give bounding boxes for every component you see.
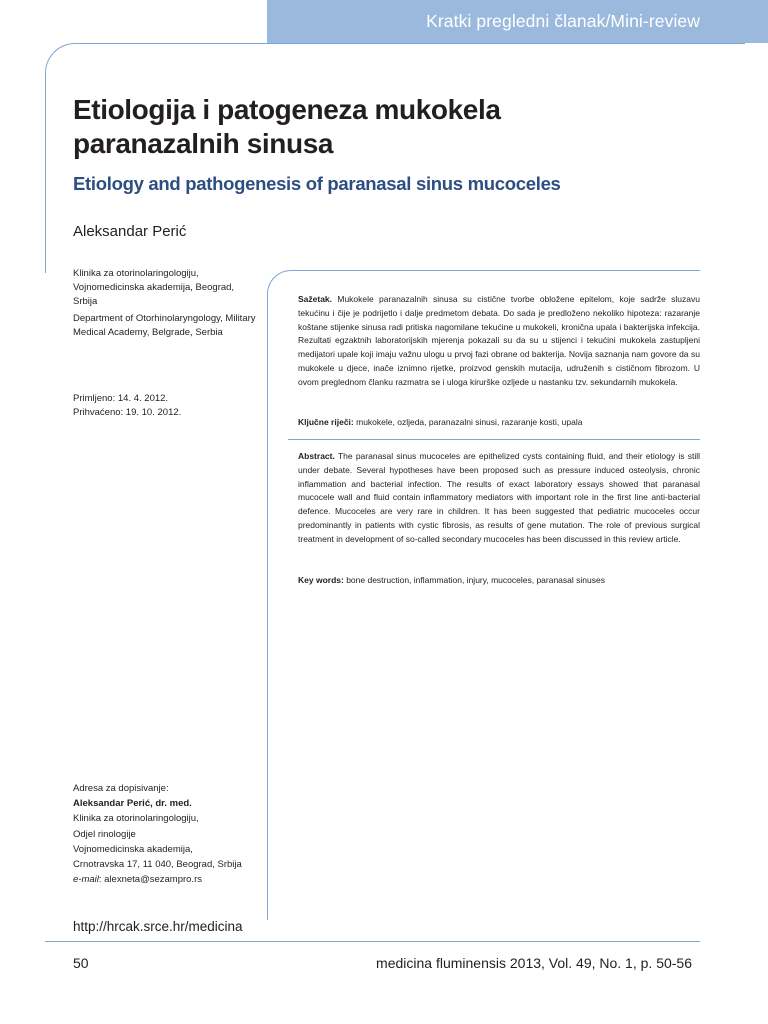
author-name: Aleksandar Perić [73, 223, 187, 240]
article-title-english: Etiology and pathogenesis of paranasal sinus mucoceles [73, 173, 561, 194]
abstract-english [298, 450, 700, 547]
correspondence-line: Vojnomedicinska akademija, [73, 843, 193, 855]
correspondence-name: Aleksandar Perić, dr. med. [73, 798, 192, 810]
correspondence-line: Klinika za otorinolaringologiju, [73, 813, 199, 825]
keywords-english-text: bone destruction, inflammation, injury, mucoceles, paranasal sinuses [346, 575, 605, 585]
email-address[interactable]: : alexneta@sezampro.rs [98, 874, 202, 886]
article-title: Etiologija i patogeneza mukokela paranazalnih sinusa [73, 94, 501, 159]
correspondence-block [73, 781, 263, 887]
keywords-croatian-text: mukokele, ozljeda, paranazalni sinusi, razaranje kosti, upala [356, 417, 583, 427]
keywords-english-label: Key words: [298, 575, 344, 585]
accepted-date: Prihvaćeno: 19. 10. 2012. [73, 407, 182, 418]
keywords-croatian [298, 416, 700, 430]
category-label: Kratki pregledni članak/Mini-review [426, 11, 700, 31]
page-number: 50 [73, 955, 89, 971]
journal-citation: medicina fluminensis 2013, Vol. 49, No. 1, p. 50-56 [376, 955, 692, 971]
abstract-english-text: The paranasal sinus mucoceles are epithelized cysts containing fluid, and their etiology is still under debate. Several hypotheses have been proposed such as pressure induced osteolysis, chronic inflammation and bacterial infection. The results of exact laboratory essays showed that paranasal mucocele wall and fluid contain inflammatory mediators with important role in the first line anti-bacterial defence. Mucoceles are very rare in children. It has been suggested that pediatric mucoceles occur predominantly in patients with cystic fibrosis, as results of gene mutation. The role of previous surgical treatment in development of so-called secondary mucoceles has been discussed in this review article. [298, 451, 700, 544]
received-date: Primljeno: 14. 4. 2012. [73, 393, 169, 404]
keywords-english [298, 574, 700, 588]
affiliation-block [73, 267, 258, 340]
abstract-english-label: Abstract. [298, 451, 335, 461]
correspondence-heading: Adresa za dopisivanje: [73, 783, 169, 794]
keywords-croatian-label: Ključne riječi: [298, 417, 354, 427]
dates-block [73, 392, 258, 420]
category-banner [267, 0, 768, 43]
correspondence-line: Crnotravska 17, 11 040, Beograd, Srbija [73, 859, 242, 871]
journal-url[interactable]: http://hrcak.srce.hr/medicina [73, 919, 243, 934]
correspondence-email [73, 872, 263, 887]
abstract-croatian-label: Sažetak. [298, 294, 333, 304]
footer-rule [45, 941, 700, 942]
section-divider [288, 439, 700, 440]
abstract-croatian [298, 293, 700, 390]
affiliation-croatian: Klinika za otorinolaringologiju, Vojnomedicinska akademija, Beograd, Srbija [73, 268, 235, 307]
correspondence-line: Odjel rinologije [73, 828, 136, 840]
email-label: e-mail [73, 874, 99, 886]
abstract-croatian-text: Mukokele paranazalnih sinusa su cistične tvorbe obložene epitelom, koje sadrže sluzavu tekućinu i čije je podrijetlo i dalje predmetom debata. Do sada je predloženo nekoliko hipoteza: razaranje koštane stijenke sinusa radi pritiska nagomilane tekućine u mukokeli, kronična upala i bakterijska infekcija. Rezultati egzaktnih laboratorijskih mjerenja pokazali su da su u stijenci i tekućini mukokela zastupljeni medijatori upale koji imaju važnu ulogu u prvoj fazi obrane od bakterija. Novija saznanja nam govore da su mukokele u djece, inače iznimno rijetke, proizvod genskih mutacija, udruženih s cističnom fibrozom. U ovom preglednom članku razmatra se i uloga kirurške ozljede u nastanku tzv. sekundarnih mukokela. [298, 294, 700, 387]
affiliation-english: Department of Otorhinolaryngology, Military Medical Academy, Belgrade, Serbia [73, 313, 256, 338]
